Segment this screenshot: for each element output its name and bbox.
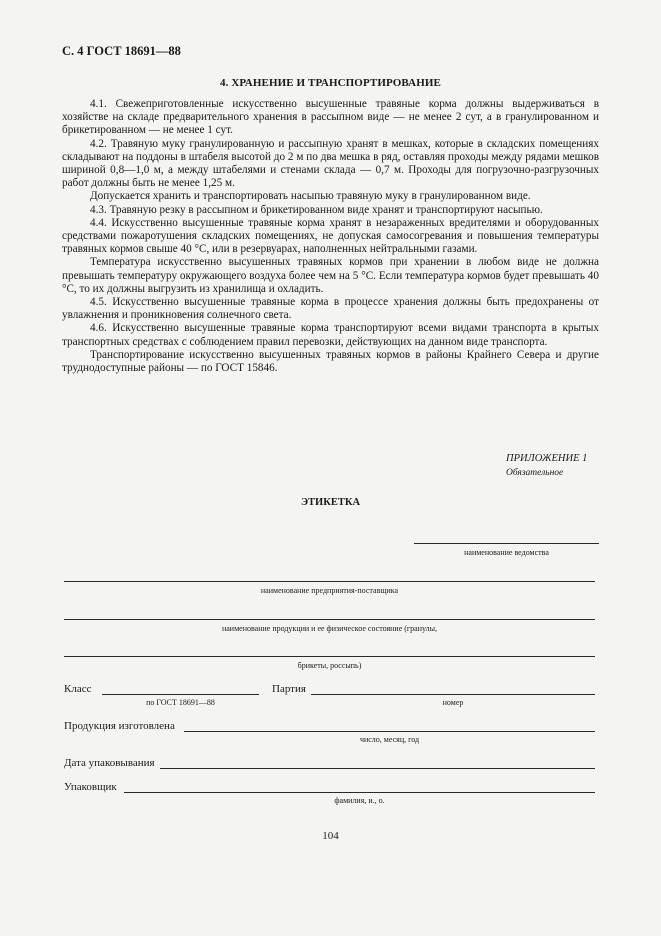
number-caption: номер	[442, 698, 464, 707]
made-line	[184, 731, 595, 732]
name-caption: фамилия, и., о.	[334, 796, 385, 805]
made-label: Продукция изготовлена	[64, 720, 175, 732]
section-title: 4. ХРАНЕНИЕ И ТРАНСПОРТИРОВАНИЕ	[220, 77, 441, 89]
date-caption: число, месяц, год	[359, 735, 420, 744]
paragraph-4-3: 4.3. Травяную резку в рассыпном и брикетированном виде хранят и транспортируют насыпью.	[90, 203, 543, 216]
appendix-title: ПРИЛОЖЕНИЕ 1	[506, 453, 588, 464]
paragraph-4-1: 4.1. Свежеприготовленные искусственно высушенные травяные корма должны выдерживаться в хозяйстве на складе предварительного хранения в рассыпном виде — не менее 2 сут, а в гранулированном и брикетированном — не менее 1 сут.	[62, 98, 599, 137]
supplier-caption: наименование предприятия-поставщика	[260, 586, 399, 595]
appendix-status: Обязательное	[506, 468, 564, 478]
packer-line	[124, 792, 595, 793]
batch-label: Партия	[272, 683, 306, 695]
product-line	[64, 619, 595, 620]
product-cont-line	[64, 656, 595, 657]
product-caption: наименование продукции и ее физическое состояние (гранулы,	[221, 624, 438, 633]
paragraph-4-4: 4.4. Искусственно высушенные травяные корма хранят в незараженных вредителями и оборудованных средствами пожаротушения складских помещениях, не допуская самосогревания и повышения температуры травяных кормов свыше 40 °С, или в резервуарах, наполненных нейтральными газами.	[62, 216, 599, 256]
packer-label: Упаковщик	[64, 781, 117, 793]
packed-label: Дата упаковывания	[64, 757, 155, 769]
page-number: 104	[322, 830, 339, 842]
product-cont-caption: брикеты, россыпь)	[297, 661, 362, 670]
gost-caption: по ГОСТ 18691—88	[146, 698, 215, 707]
supplier-line	[64, 581, 595, 582]
paragraph-4-2-note: Допускается хранить и транспортировать насыпью травяную муку в гранулированном виде.	[90, 190, 531, 203]
paragraph-4-6: 4.6. Искусственно высушенные травяные корма транспортируют всеми видами транспорта в крытых транспортных средствах с соблюдением правил перевозки, действующих на данном виде транспорта.	[62, 322, 599, 348]
ministry-line	[414, 543, 599, 544]
paragraph-4-2: 4.2. Травяную муку гранулированную и рассыпную хранят в мешках, которые в складских помещениях складывают на поддоны в штабеля высотой до 2 м по два мешка в ряд, оставляя проходы между рядами мешков шириной 0,8—1,0 м, а между штабелями и стенами склада — 0,7 м. Проходы для погрузочно-разгрузочных работ должны быть не менее 1,25 м.	[62, 137, 599, 190]
label-title: ЭТИКЕТКА	[300, 497, 361, 508]
paragraph-4-5: 4.5. Искусственно высушенные травяные корма в процессе хранения должны быть предохранены от увлажнения и проникновения солнечного света.	[62, 296, 599, 322]
ministry-caption: наименование ведомства	[464, 548, 549, 557]
body-text	[62, 98, 599, 375]
appendix-heading	[506, 452, 587, 480]
paragraph-4-4-temperature: Температура искусственно высушенных травяных кормов при хранении в любом виде не должна превышать температуру окружающего воздуха более чем на 5 °С. Если температура кормов будет превышать 40 °С, то их должны выгрузить из хранилища и охладить.	[62, 256, 599, 295]
paragraph-4-6-north: Транспортирование искусственно высушенных травяных кормов в районы Крайнего Севера и другие труднодоступные районы — по ГОСТ 15846.	[62, 348, 599, 375]
packed-line	[160, 768, 595, 769]
class-label: Класс	[64, 683, 92, 695]
batch-line	[311, 694, 595, 695]
page-header: С. 4 ГОСТ 18691—88	[62, 44, 181, 58]
class-line	[102, 694, 259, 695]
